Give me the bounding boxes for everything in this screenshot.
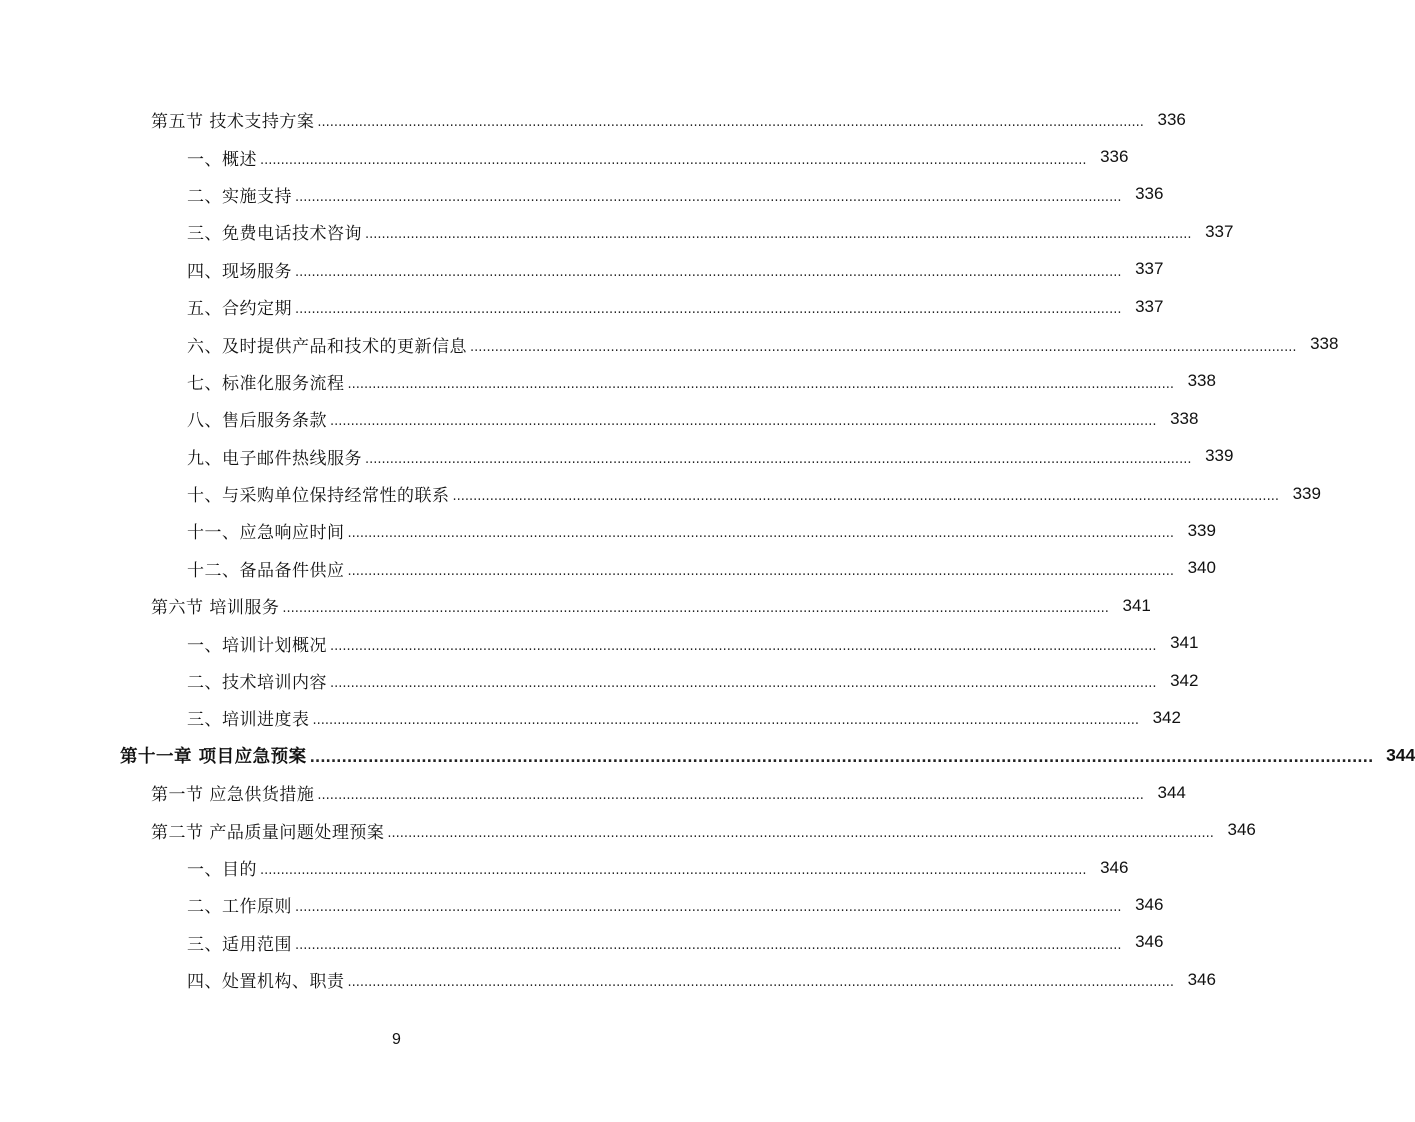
- toc-subsection-entry[interactable]: [0, 961, 1216, 998]
- toc-entry-title: 十、与采购单位保持经常性的联系: [187, 486, 450, 507]
- toc-section-entry[interactable]: [0, 587, 1151, 624]
- toc-section-entry[interactable]: [0, 811, 1256, 848]
- toc-subsection-entry[interactable]: [0, 251, 1164, 288]
- table-of-contents: [0, 101, 1415, 998]
- toc-leader-dots: ........................................................................................................................................................................................................: [260, 152, 1087, 168]
- toc-subsection-entry[interactable]: [0, 438, 1234, 475]
- toc-entry-title: 第十一章 项目应急预案: [120, 746, 307, 767]
- toc-leader-dots: ........................................................................................................................................................................................................: [295, 189, 1122, 205]
- toc-entry-page-number: 336: [1157, 109, 1186, 129]
- toc-entry-page-number: 339: [1205, 446, 1234, 466]
- toc-entry-page-number: 338: [1187, 371, 1216, 391]
- toc-entry-page-number: 346: [1100, 857, 1129, 877]
- toc-entry-title: 八、售后服务条款: [187, 411, 327, 432]
- toc-entry-title: 一、培训计划概况: [187, 635, 327, 656]
- toc-subsection-entry[interactable]: [0, 662, 1199, 699]
- toc-leader-dots: ........................................................................................................................................................................................................: [330, 638, 1157, 654]
- toc-leader-dots: ........................................................................................................................................................................................................: [452, 489, 1279, 505]
- toc-entry-title: 九、电子邮件热线服务: [187, 448, 362, 469]
- toc-subsection-entry[interactable]: [0, 849, 1129, 886]
- toc-leader-dots: ........................................................................................................................................................................................................: [347, 563, 1174, 579]
- toc-chapter-entry[interactable]: [0, 737, 1415, 774]
- toc-subsection-entry[interactable]: [0, 699, 1181, 736]
- page-number: 9: [392, 1031, 401, 1048]
- toc-subsection-entry[interactable]: [0, 400, 1199, 437]
- toc-entry-page-number: 341: [1170, 633, 1199, 653]
- toc-entry-title: 二、工作原则: [187, 897, 292, 918]
- toc-leader-dots: ........................................................................................................................................................................................................: [295, 302, 1122, 318]
- toc-subsection-entry[interactable]: [0, 325, 1339, 362]
- toc-entry-page-number: 346: [1135, 932, 1164, 952]
- toc-leader-dots: ........................................................................................................................................................................................................: [365, 227, 1192, 243]
- toc-entry-title: 三、培训进度表: [187, 710, 310, 731]
- toc-entry-page-number: 346: [1187, 969, 1216, 989]
- toc-leader-dots: ........................................................................................................................................................................................................: [317, 788, 1144, 804]
- toc-leader-dots: ........................................................................................................................................................................................................: [295, 900, 1122, 916]
- toc-entry-title: 一、目的: [187, 860, 257, 880]
- toc-entry-title: 第六节 培训服务: [151, 598, 280, 619]
- toc-section-entry[interactable]: [0, 101, 1186, 138]
- toc-leader-dots: ........................................................................................................................................................................................................: [295, 264, 1122, 280]
- toc-entry-page-number: 336: [1100, 147, 1129, 167]
- toc-leader-dots: ........................................................................................................................................................................................................: [347, 526, 1174, 542]
- toc-entry-title: 第一节 应急供货措施: [151, 785, 315, 806]
- toc-entry-page-number: 338: [1170, 408, 1199, 428]
- toc-subsection-entry[interactable]: [0, 886, 1164, 923]
- toc-entry-page-number: 339: [1292, 483, 1321, 503]
- toc-entry-page-number: 337: [1205, 221, 1234, 241]
- toc-leader-dots: ........................................................................................................................................................................................................: [309, 750, 1374, 767]
- toc-leader-dots: ........................................................................................................................................................................................................: [347, 376, 1174, 392]
- toc-leader-dots: ........................................................................................................................................................................................................: [470, 339, 1297, 355]
- toc-entry-page-number: 344: [1386, 744, 1415, 765]
- toc-subsection-entry[interactable]: [0, 924, 1164, 961]
- toc-leader-dots: ........................................................................................................................................................................................................: [365, 451, 1192, 467]
- toc-leader-dots: ........................................................................................................................................................................................................: [317, 115, 1144, 131]
- toc-entry-page-number: 346: [1135, 894, 1164, 914]
- toc-entry-title: 四、现场服务: [187, 261, 292, 282]
- toc-entry-page-number: 342: [1152, 707, 1181, 727]
- toc-entry-page-number: 341: [1122, 595, 1151, 615]
- toc-entry-title: 一、概述: [187, 149, 257, 170]
- toc-entry-page-number: 339: [1187, 520, 1216, 540]
- toc-entry-title: 二、实施支持: [187, 186, 292, 207]
- toc-entry-page-number: 337: [1135, 259, 1164, 279]
- toc-entry-page-number: 342: [1170, 670, 1199, 690]
- toc-leader-dots: ........................................................................................................................................................................................................: [260, 863, 1087, 878]
- toc-leader-dots: ........................................................................................................................................................................................................: [387, 825, 1214, 841]
- toc-subsection-entry[interactable]: [0, 288, 1164, 325]
- toc-leader-dots: ........................................................................................................................................................................................................: [282, 601, 1109, 617]
- toc-entry-page-number: 340: [1187, 558, 1216, 578]
- toc-entry-page-number: 337: [1135, 296, 1164, 316]
- toc-leader-dots: ........................................................................................................................................................................................................: [347, 975, 1174, 991]
- toc-subsection-entry[interactable]: [0, 550, 1216, 587]
- toc-entry-page-number: 338: [1310, 334, 1339, 354]
- toc-leader-dots: ........................................................................................................................................................................................................: [312, 713, 1139, 729]
- toc-entry-title: 十一、应急响应时间: [187, 523, 345, 544]
- toc-subsection-entry[interactable]: [0, 176, 1164, 213]
- toc-entry-page-number: 346: [1227, 820, 1256, 840]
- toc-entry-page-number: 344: [1157, 782, 1186, 802]
- toc-entry-title: 六、及时提供产品和技术的更新信息: [187, 336, 467, 357]
- toc-entry-title: 七、标准化服务流程: [187, 373, 345, 394]
- toc-subsection-entry[interactable]: [0, 624, 1199, 661]
- toc-entry-title: 四、处置机构、职责: [187, 972, 345, 993]
- toc-subsection-entry[interactable]: [0, 363, 1216, 400]
- toc-entry-title: 三、免费电话技术咨询: [187, 224, 362, 245]
- toc-leader-dots: ........................................................................................................................................................................................................: [330, 676, 1157, 692]
- toc-subsection-entry[interactable]: [0, 213, 1234, 250]
- toc-entry-page-number: 336: [1135, 184, 1164, 204]
- toc-subsection-entry[interactable]: [0, 475, 1321, 512]
- toc-entry-title: 五、合约定期: [187, 299, 292, 320]
- toc-entry-title: 十二、备品备件供应: [187, 560, 345, 581]
- toc-entry-title: 二、技术培训内容: [187, 673, 327, 694]
- toc-leader-dots: ........................................................................................................................................................................................................: [330, 414, 1157, 430]
- toc-entry-title: 第二节 产品质量问题处理预案: [151, 822, 385, 843]
- toc-entry-title: 三、适用范围: [187, 934, 292, 955]
- toc-section-entry[interactable]: [0, 774, 1186, 811]
- toc-entry-title: 第五节 技术支持方案: [151, 112, 315, 133]
- toc-subsection-entry[interactable]: [0, 138, 1129, 175]
- toc-leader-dots: ........................................................................................................................................................................................................: [295, 937, 1122, 953]
- toc-subsection-entry[interactable]: [0, 512, 1216, 549]
